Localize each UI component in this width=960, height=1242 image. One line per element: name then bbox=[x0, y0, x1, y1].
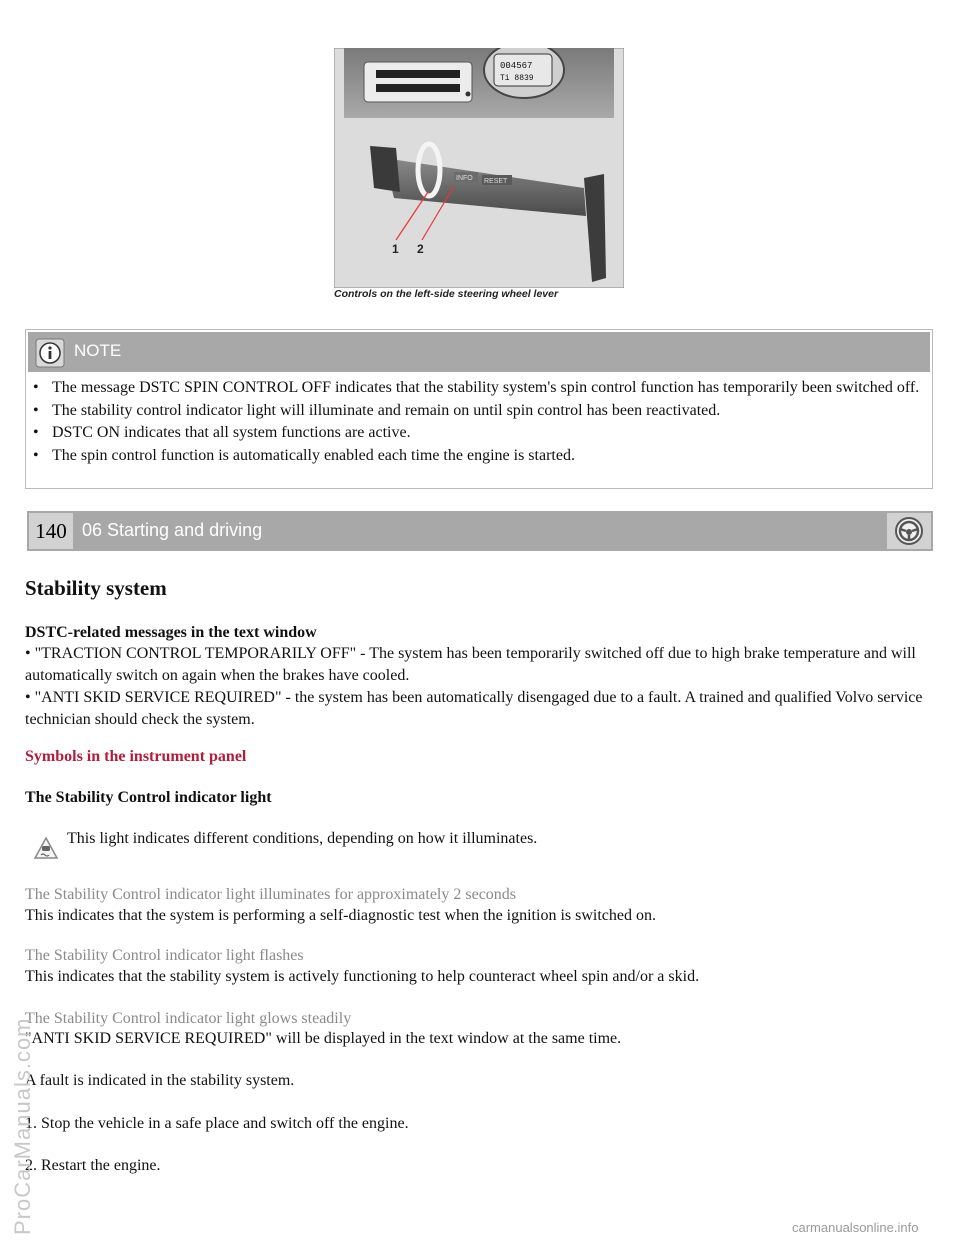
fault-text: A fault is indicated in the stability system. bbox=[25, 1072, 295, 1089]
section-title: Stability system bbox=[25, 576, 167, 600]
info-icon bbox=[35, 338, 65, 373]
side-watermark: ProCarManuals.com bbox=[10, 1017, 35, 1235]
odometer-top: 004567 bbox=[500, 61, 533, 71]
callout-2: 2 bbox=[417, 242, 424, 256]
case-heading: The Stability Control indicator light flashes bbox=[25, 947, 304, 964]
note-item: • The spin control function is automatically enabled each time the engine is started. bbox=[32, 445, 924, 468]
case-text: This indicates that the system is performing a self-diagnostic test when the ignition is switched on. bbox=[25, 907, 656, 924]
message-bullets bbox=[25, 643, 937, 731]
page-number: 140 bbox=[29, 513, 73, 549]
callout-1: 1 bbox=[392, 242, 399, 256]
note-header bbox=[28, 332, 930, 372]
message-item: • "ANTI SKID SERVICE REQUIRED" - the system has been automatically disengaged due to a fault. A trained and qualified Volvo service technician should check the system. bbox=[25, 687, 937, 731]
note-item: • The message DSTC SPIN CONTROL OFF indicates that the stability system's spin control function has temporarily been switched off. bbox=[32, 377, 924, 400]
svg-text:RESET: RESET bbox=[484, 178, 508, 185]
skid-warning-icon bbox=[33, 836, 59, 865]
case-text: "ANTI SKID SERVICE REQUIRED" will be displayed in the text window at the same time. bbox=[25, 1030, 622, 1047]
indicator-text: This light indicates different conditions, depending on how it illuminates. bbox=[67, 830, 538, 847]
case-text: This indicates that the stability system is actively functioning to help counteract wheel spin and/or a skid. bbox=[25, 968, 700, 985]
steering-wheel-icon bbox=[887, 513, 931, 549]
note-list bbox=[32, 377, 924, 467]
note-title: NOTE bbox=[74, 341, 122, 360]
chapter-title: 06 Starting and driving bbox=[82, 520, 263, 540]
symbols-heading: Symbols in the instrument panel bbox=[25, 748, 247, 765]
odometer-bottom: Ti 8839 bbox=[500, 74, 534, 83]
lever-controls-figure bbox=[334, 48, 624, 308]
case-heading: The Stability Control indicator light illuminates for approximately 2 seconds bbox=[25, 886, 517, 903]
step-item: 1. Stop the vehicle in a safe place and switch off the engine. bbox=[25, 1115, 409, 1132]
message-item: • "TRACTION CONTROL TEMPORARILY OFF" - The system has been temporarily switched off due to high brake temperature and will automatically switch on again when the brakes have cooled. bbox=[25, 643, 937, 687]
note-box bbox=[25, 329, 933, 489]
indicator-heading: The Stability Control indicator light bbox=[25, 789, 272, 806]
section-subtitle: DSTC-related messages in the text window bbox=[25, 624, 317, 641]
chapter-bar bbox=[27, 511, 933, 551]
step-item: 2. Restart the engine. bbox=[25, 1157, 161, 1174]
svg-text:INFO: INFO bbox=[456, 175, 473, 182]
figure-caption: Controls on the left-side steering wheel lever bbox=[334, 288, 559, 300]
note-item: • The stability control indicator light will illuminate and remain on until spin control has been reactivated. bbox=[32, 400, 924, 423]
footer-watermark: carmanualsonline.info bbox=[792, 1220, 919, 1235]
note-item: • DSTC ON indicates that all system functions are active. bbox=[32, 422, 924, 445]
case-heading: The Stability Control indicator light glows steadily bbox=[25, 1010, 352, 1027]
